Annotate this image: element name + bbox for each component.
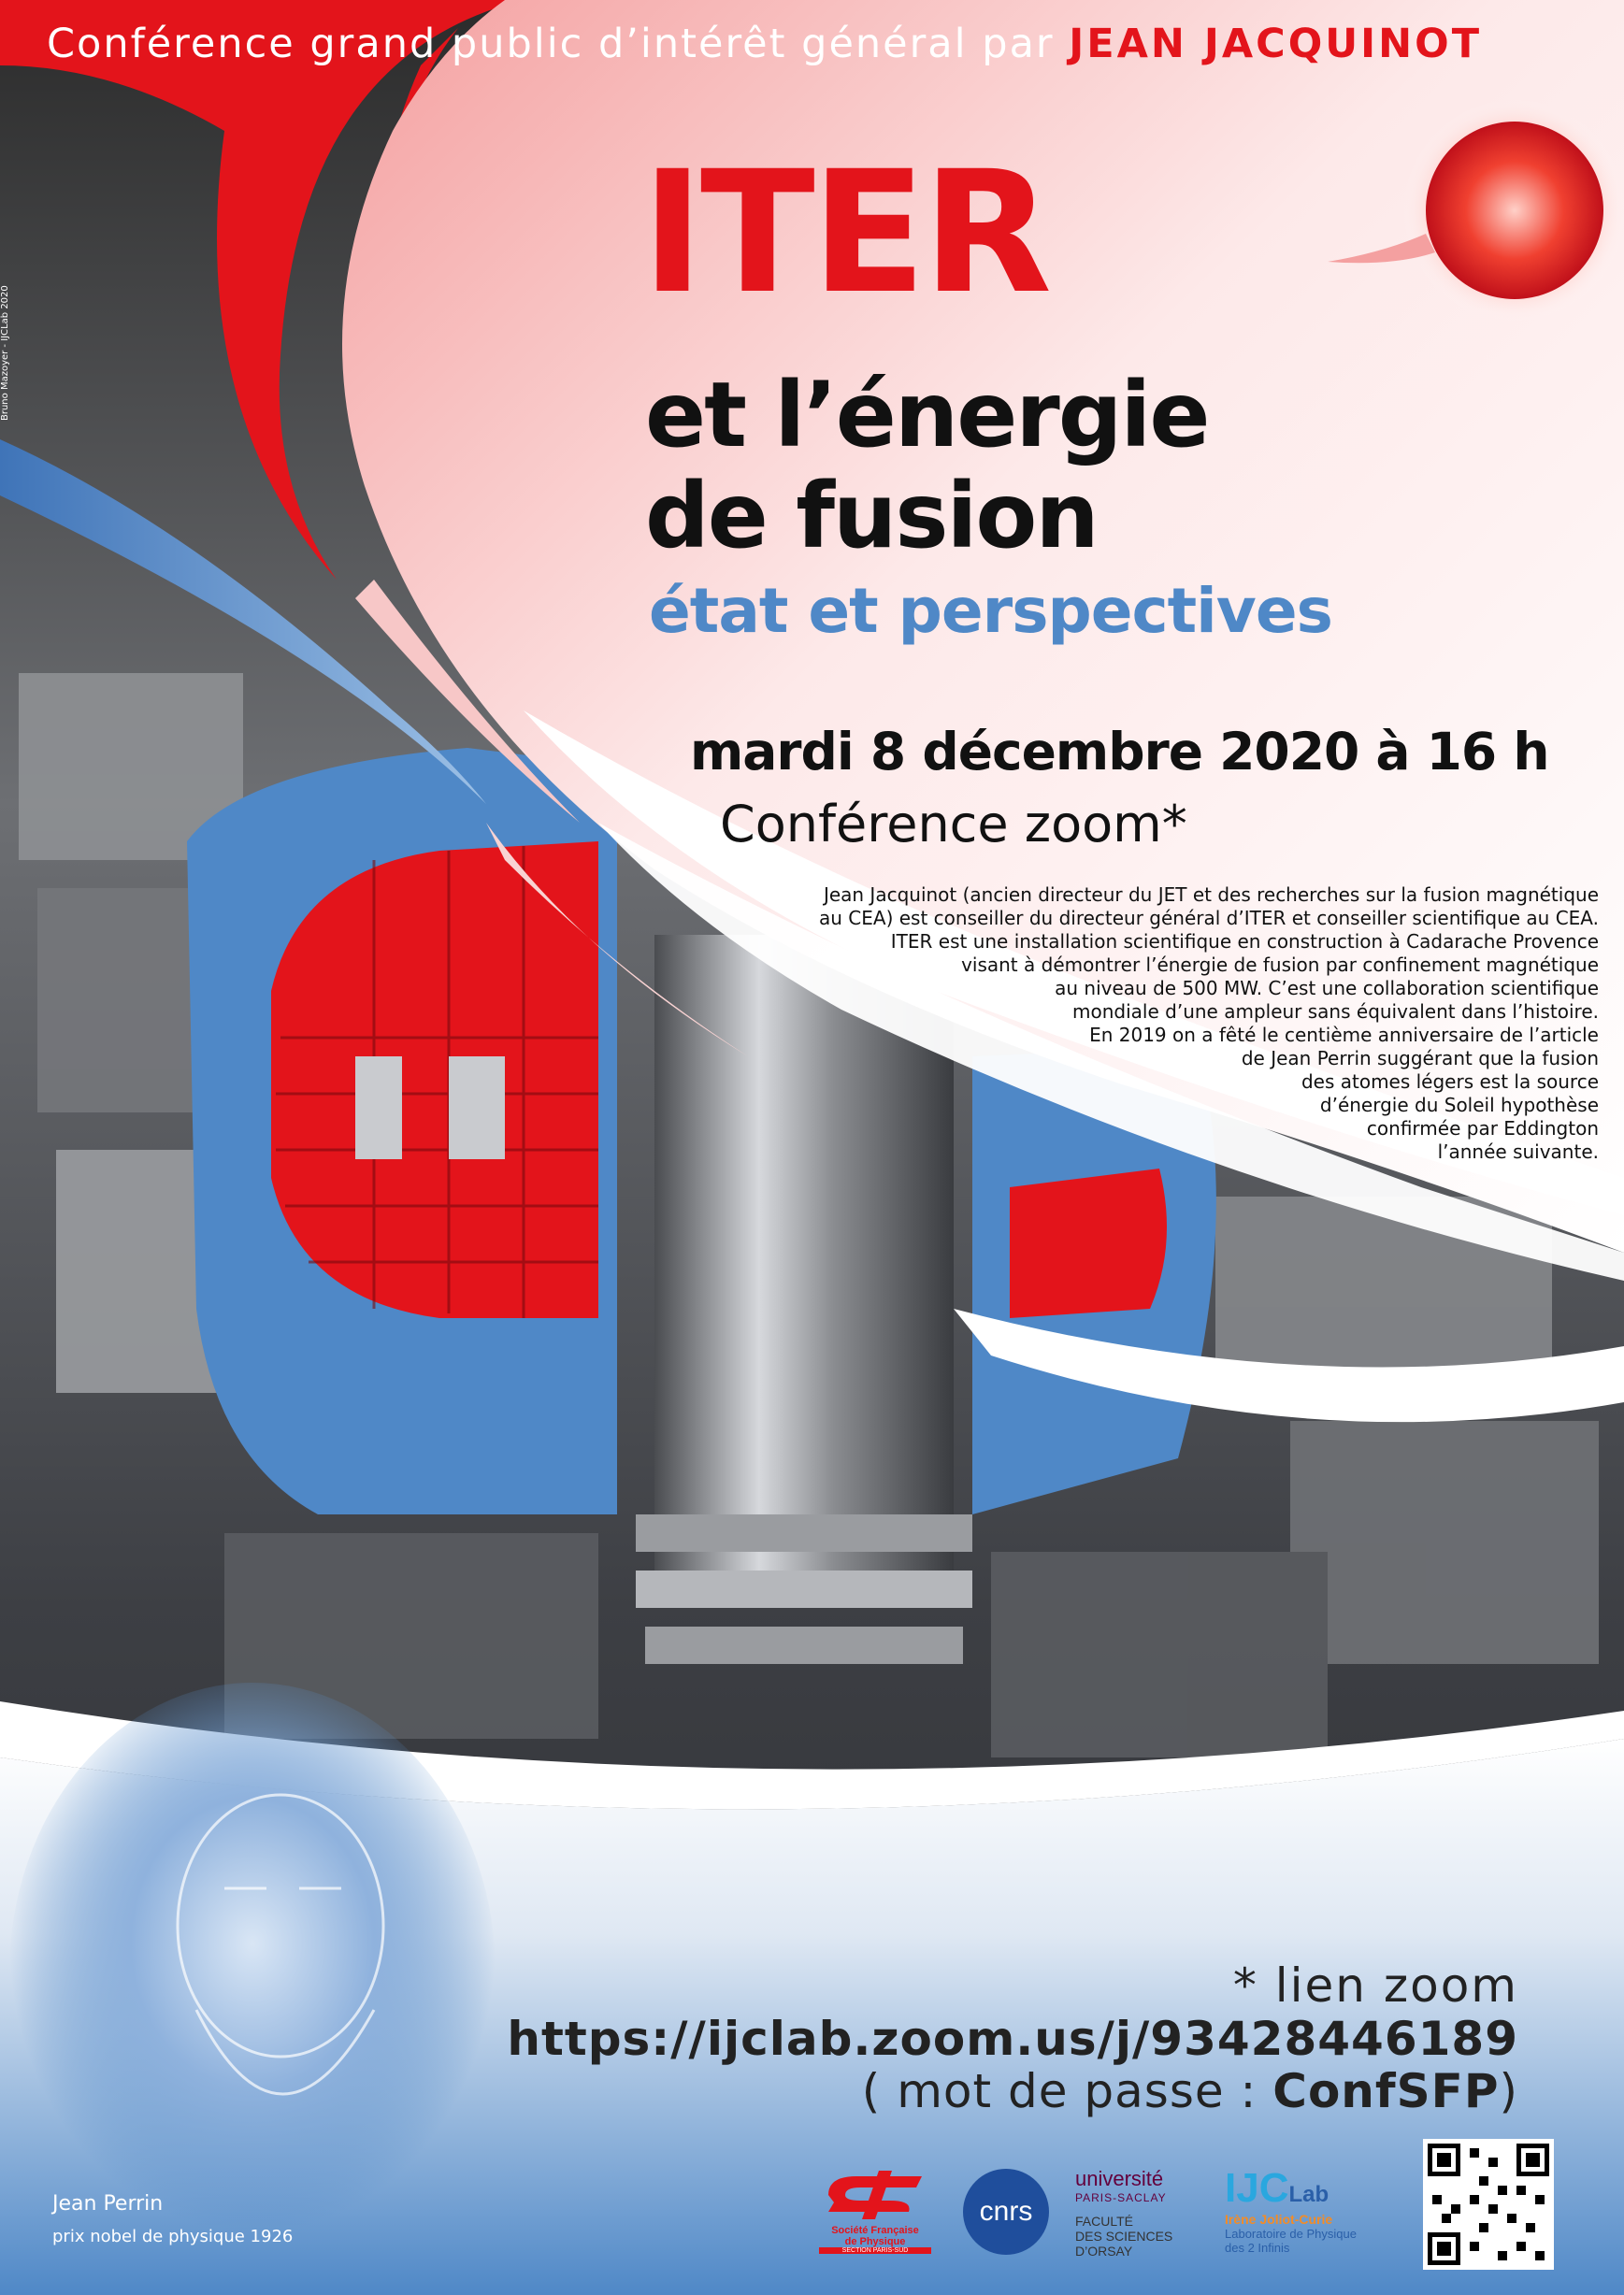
ijclab-name: Irène Joliot-Curie xyxy=(1225,2212,1333,2227)
title-subtitle xyxy=(645,365,1208,567)
bio-line: de Jean Perrin suggérant que la fusion xyxy=(1241,1047,1599,1069)
zoom-password-line xyxy=(862,2064,1518,2118)
upsaclay-faculty-2: DES SCIENCES xyxy=(1075,2229,1173,2244)
bio-line: confirmée par Eddington xyxy=(1366,1117,1599,1140)
title-tagline: état et perspectives xyxy=(649,575,1332,647)
zoom-link[interactable]: https://ijclab.zoom.us/j/93428446189 xyxy=(507,2012,1518,2066)
bio-line: des atomes légers est la source xyxy=(1301,1070,1599,1093)
upsaclay-spacer xyxy=(1075,2204,1206,2214)
bio-line: ITER est une installation scientifique en construction à Cadarache Provence xyxy=(890,930,1599,953)
ijclab-desc-2: des 2 Infinis xyxy=(1225,2241,1290,2255)
event-date: mardi 8 décembre 2020 à 16 h xyxy=(690,722,1549,782)
bio-line: d’énergie du Soleil hypothèse xyxy=(1319,1094,1599,1116)
page-title: ITER xyxy=(641,136,1049,331)
cnrs-label: cnrs xyxy=(979,2196,1033,2227)
upsaclay-name-1: université xyxy=(1075,2167,1164,2190)
title-line-3: de fusion xyxy=(645,464,1098,568)
bio-line: En 2019 on a fêté le centième anniversaire de l’article xyxy=(1089,1024,1599,1046)
ijclab-desc-1: Laboratoire de Physique xyxy=(1225,2227,1357,2241)
sfp-logo-mark xyxy=(819,2167,931,2221)
qr-code[interactable] xyxy=(1423,2139,1554,2270)
upsaclay-faculty-1: FACULTÉ xyxy=(1075,2214,1133,2229)
zoom-password: ConfSFP xyxy=(1272,2064,1500,2118)
upsaclay-logo xyxy=(1075,2167,1206,2259)
sfp-line-2: de Physique xyxy=(844,2236,906,2247)
ijclab-logo xyxy=(1225,2165,1393,2255)
bio-line: l’année suivante. xyxy=(1437,1140,1599,1163)
sfp-line-1: Société Française xyxy=(831,2225,919,2236)
zoom-heading: * lien zoom xyxy=(1232,1958,1518,2013)
title-line-2: et l’énergie xyxy=(645,363,1209,467)
bio-line: mondiale d’une ampleur sans équivalent dans l’histoire. xyxy=(1072,1000,1599,1023)
sfp-logo xyxy=(819,2167,931,2260)
sfp-section: SECTION PARIS-SUD xyxy=(819,2247,931,2254)
speaker-name: JEAN JACQUINOT xyxy=(1069,21,1483,67)
ijclab-mark-row xyxy=(1225,2165,1393,2212)
portrait-caption: prix nobel de physique 1926 xyxy=(52,2227,294,2246)
bio-line: Jean Jacquinot (ancien directeur du JET et des recherches sur la fusion magnétique xyxy=(823,883,1599,906)
header-line xyxy=(47,21,1482,67)
upsaclay-name-2: PARIS-SACLAY xyxy=(1075,2191,1167,2204)
portrait-name: Jean Perrin xyxy=(52,2192,164,2216)
zoom-password-prefix: ( mot de passe : xyxy=(861,2064,1273,2118)
image-credit: Bruno Mazoyer - IJCLab 2020 xyxy=(0,285,10,421)
cnrs-logo xyxy=(963,2169,1049,2255)
zoom-password-suffix: ) xyxy=(1499,2064,1518,2118)
event-venue: Conférence zoom* xyxy=(720,795,1187,853)
ijclab-mark: IJC xyxy=(1225,2165,1289,2211)
upsaclay-faculty-3: D’ORSAY xyxy=(1075,2244,1133,2259)
header-intro: Conférence grand public d’intérêt général par xyxy=(47,21,1055,67)
bio-line: au CEA) est conseiller du directeur général d’ITER et conseiller scientifique au CEA. xyxy=(819,907,1599,929)
ijclab-lab: Lab xyxy=(1288,2182,1329,2207)
bio-line: visant à démontrer l’énergie de fusion par confinement magnétique xyxy=(961,954,1599,976)
speaker-bio xyxy=(785,883,1599,1164)
bio-line: au niveau de 500 MW. C’est une collaboration scientifique xyxy=(1055,977,1599,999)
